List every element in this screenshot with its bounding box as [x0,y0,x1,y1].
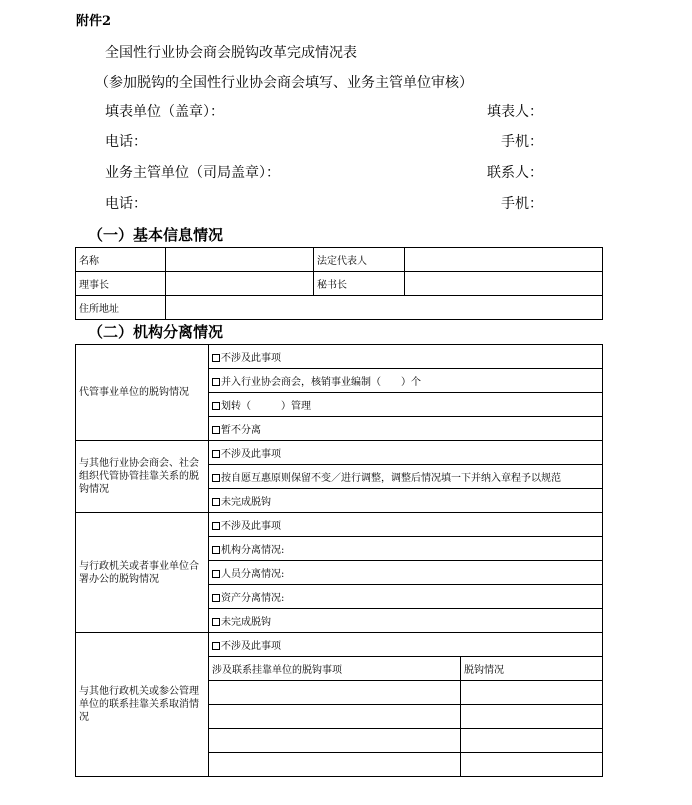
basic-info-table [75,247,603,320]
chairman-value[interactable] [166,272,314,296]
g4-status-cell[interactable] [461,753,603,777]
fill-unit-label: 填表单位（盖章）： [105,104,224,120]
checkbox-icon[interactable] [212,594,220,602]
g1-option[interactable]: 暂不分离 [209,417,603,441]
g4-status-cell[interactable] [461,729,603,753]
g4-col-header-matters: 涉及联系挂靠单位的脱钩事项 [209,657,461,681]
g4-matter-cell[interactable] [209,681,461,705]
secretary-value[interactable] [405,272,603,296]
org-separation-table [75,344,603,777]
name-label: 名称 [76,248,166,272]
address-value[interactable] [166,296,603,320]
g3-option[interactable]: 人员分离情况: [209,561,603,585]
g1-label: 代管事业单位的脱钩情况 [76,345,209,441]
checkbox-icon[interactable] [212,378,220,386]
g2-option[interactable]: 按自愿互惠原则保留不变／进行调整，调整后情况填一下并纳入章程予以规范 [209,465,603,489]
filler-label: 填表人： [487,104,543,120]
g1-option[interactable]: 并入行业协会商会，核销事业编制（ ）个 [209,369,603,393]
g3-option[interactable]: 未完成脱钩 [209,609,603,633]
checkbox-icon[interactable] [212,450,220,458]
checkbox-icon[interactable] [212,354,220,362]
form-title: 全国性行业协会商会脱钩改革完成情况表 [105,45,357,61]
g4-status-cell[interactable] [461,705,603,729]
checkbox-icon[interactable] [212,546,220,554]
section-basic-info-title: （一）基本信息情况 [88,226,224,244]
g3-option[interactable]: 不涉及此事项 [209,513,603,537]
legal-rep-value[interactable] [405,248,603,272]
mobile-label: 手机： [501,134,543,150]
checkbox-icon[interactable] [212,498,220,506]
g3-option[interactable]: 机构分离情况: [209,537,603,561]
contact-label: 联系人： [487,165,543,181]
g4-col-header-status: 脱钩情况 [461,657,603,681]
checkbox-icon[interactable] [212,570,220,578]
phone-label-2: 电话： [105,196,147,212]
checkbox-icon[interactable] [212,642,220,650]
g4-matter-cell[interactable] [209,729,461,753]
g4-matter-cell[interactable] [209,753,461,777]
g1-option[interactable]: 不涉及此事项 [209,345,603,369]
supervisor-unit-label: 业务主管单位（司局盖章）： [105,165,280,181]
mobile-label-2: 手机： [501,196,543,212]
chairman-label: 理事长 [76,272,166,296]
name-value[interactable] [166,248,314,272]
g4-matter-cell[interactable] [209,705,461,729]
section-org-separation-title: （二）机构分离情况 [88,323,224,341]
annex-label: 附件2 [76,14,112,29]
g2-option[interactable]: 未完成脱钩 [209,489,603,513]
g3-label: 与行政机关或者事业单位合署办公的脱钩情况 [76,513,209,633]
checkbox-icon[interactable] [212,426,220,434]
g4-option[interactable]: 不涉及此事项 [209,633,603,657]
secretary-label: 秘书长 [314,272,405,296]
g2-option[interactable]: 不涉及此事项 [209,441,603,465]
form-subtitle: （参加脱钩的全国性行业协会商会填写、业务主管单位审核） [95,75,473,91]
g3-option[interactable]: 资产分离情况: [209,585,603,609]
checkbox-icon[interactable] [212,402,220,410]
address-label: 住所地址 [76,296,166,320]
g1-option[interactable]: 划转（ ）管理 [209,393,603,417]
g2-label: 与其他行业协会商会、社会组织代管协管挂靠关系的脱钩情况 [76,441,209,513]
checkbox-icon[interactable] [212,618,220,626]
checkbox-icon[interactable] [212,474,220,482]
phone-label: 电话： [105,134,147,150]
checkbox-icon[interactable] [212,522,220,530]
legal-rep-label: 法定代表人 [314,248,405,272]
g4-status-cell[interactable] [461,681,603,705]
g4-label: 与其他行政机关或参公管理单位的联系挂靠关系取消情况 [76,633,209,777]
